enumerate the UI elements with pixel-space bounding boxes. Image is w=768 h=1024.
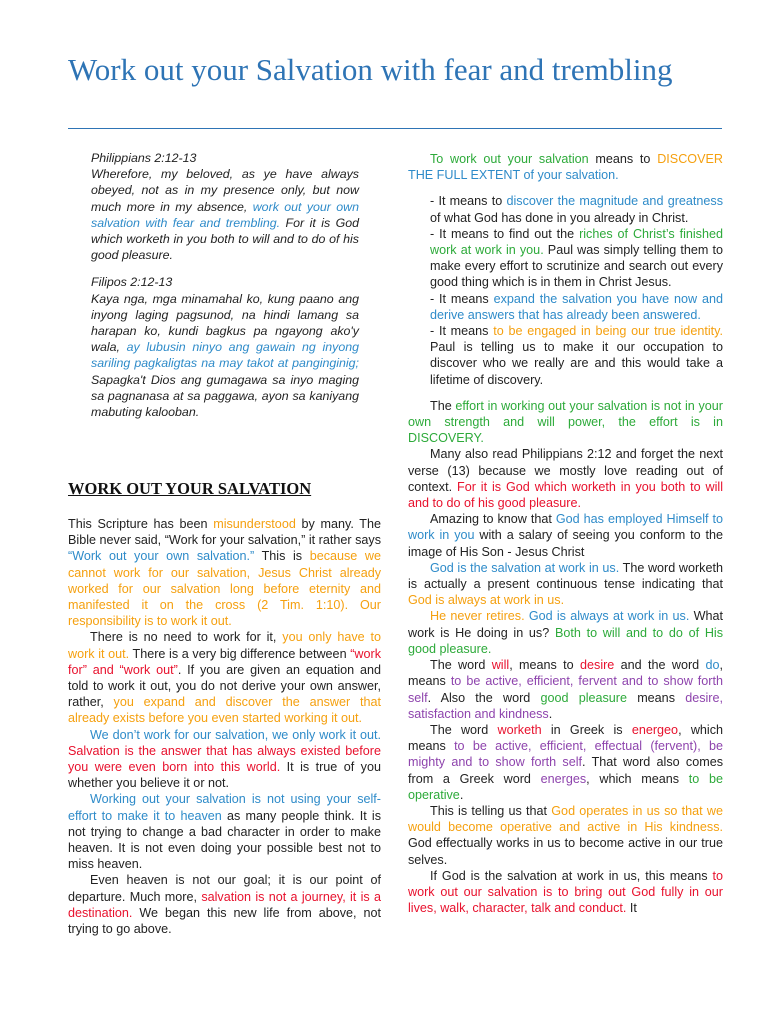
bullet-list (408, 193, 723, 387)
text-run: , means to (509, 658, 581, 673)
text-run: means (627, 690, 686, 705)
text-run: do (705, 658, 720, 673)
text-run: The word (430, 658, 492, 673)
scripture-quotes (91, 150, 359, 431)
text-run: effort in working out your salvation is not in your own strength and will power, the effort is in DISCOVERY. (408, 398, 723, 446)
text-run: Amazing to know that (430, 512, 556, 527)
text-run: . (459, 787, 464, 802)
text-run: will (491, 658, 510, 673)
text-run: Paul was simply telling them to make every effort to scrutinize and search out every good thing which is in them in Christ Jesus. (430, 243, 723, 290)
text-run: means to (588, 152, 658, 166)
text-run: . (548, 706, 553, 721)
text-run: worketh (497, 722, 542, 737)
text-run: This Scripture has been (68, 517, 214, 531)
text-run: Many also read Philippians 2:12 and forget the next verse (13) because we mostly love reading out of context. (408, 447, 723, 494)
text-run: and the word (614, 658, 706, 673)
right-paragraph-3 (408, 511, 723, 560)
quote-english (91, 150, 359, 263)
text-run: - It means to find out the (430, 226, 580, 241)
text-run: God is always at work in us. (408, 593, 565, 608)
quote-tl-a: Kaya nga, mga minamahal ko, kung paano ang inyong laging pagsunod, na hindi lamang sa harapan ko, kundi bagkus pa ngayong ako'y wala, (91, 291, 359, 355)
text-run: discover the magnitude and greatness (506, 194, 723, 209)
text-run: you expand and discover the answer that already exists before you even started working it out. (68, 695, 381, 726)
text-run: misunderstood (213, 517, 296, 531)
text-run: There is no need to work for it, (90, 630, 283, 645)
bullet-item (430, 226, 723, 291)
text-run: We don’t work for our salvation, we only work it out. (90, 727, 381, 742)
right-column (408, 151, 723, 916)
left-paragraph-2 (68, 629, 381, 726)
left-paragraph-4 (68, 791, 381, 872)
text-run: , which means (586, 771, 689, 786)
text-run: energes (540, 771, 587, 786)
text-run: to be active, efficient, effectual (fervent), be mighty and to show forth self (408, 739, 723, 770)
text-run: desire, satisfaction and kindness (408, 690, 723, 721)
text-run: Both to will and to do of His good pleasure. (408, 625, 724, 656)
text-run: This is (254, 549, 310, 564)
bullet-item (430, 291, 723, 323)
text-run: The (430, 398, 456, 413)
text-run: riches of Christ’s finished work at work in you. (430, 226, 723, 258)
text-run: - It means (430, 291, 494, 306)
text-run: . That word also comes from a Greek word (408, 755, 723, 786)
text-run: DISCOVER (657, 152, 723, 166)
text-run: because we cannot work for our salvation, Jesus Christ already worked for our salvation long before eternity and manifested it on the cross (2 Tim. 1:10). Our responsibility is to work it out. (68, 549, 381, 629)
text-run: God effectually works in us to become active in our true selves. (408, 836, 723, 867)
text-run: If God is the salvation at work in us, this means (430, 868, 713, 883)
text-run: “work for” and “work out” (68, 646, 381, 677)
text-run: Paul is telling us to make it our occupation to discover who we really are and this would take a lifetime of discovery. (430, 340, 723, 387)
text-run: - It means to (430, 194, 507, 209)
left-paragraph-3 (68, 727, 381, 792)
text-run: We began this new life from above, not trying to go above. (68, 905, 381, 937)
text-run: God has employed Himself to work in you (408, 512, 723, 543)
text-run: God is the salvation at work in us. (430, 560, 620, 575)
text-run: expand the salvation you have now and derive answers that has already been answered. (430, 291, 723, 322)
text-run: To work out your salvation (430, 152, 589, 166)
title-divider (68, 128, 722, 129)
text-run: . Also the word (427, 690, 541, 705)
right-paragraph-9 (408, 868, 723, 917)
right-paragraph-2 (408, 446, 723, 511)
bullet-item (430, 193, 723, 225)
text-run: by many. The Bible never said, “Work for your salvation,” it rather says (68, 517, 381, 548)
text-run: The word worketh is actually a present continuous tense indicating that (408, 560, 723, 592)
text-run: It (626, 901, 637, 916)
text-run: God operates in us so that we would become operative and active in His kindness. (408, 803, 723, 835)
text-run: Even heaven is not our goal; it is our point of departure. Much more, (68, 873, 381, 904)
text-run: God is always at work in us. (528, 609, 690, 624)
quote-en-a: Wherefore, my beloved, as ye have always obeyed, not as in my presence only, but now much more in my absence, (91, 167, 359, 214)
bullet-item (430, 323, 723, 388)
text-run: This is telling us that (430, 803, 552, 818)
quote-ref-tl: Filipos 2:12-13 (91, 275, 173, 290)
text-run: . If you are given an equation and told to work it out, you do not derive your own answer, rather, (68, 662, 381, 710)
text-run: to be engaged in being our true identity. (493, 324, 723, 339)
text-run: Salvation is the answer that has always existed before you were even born into this world. (68, 743, 381, 775)
quote-tagalog (91, 274, 359, 420)
text-run: to work out our salvation is to bring out God fully in our lives, walk, character, talk and conduct. (408, 868, 723, 916)
page-title: Work out your Salvation with fear and trembling (68, 52, 673, 87)
text-run: of what God has done in you already in Christ. (430, 210, 689, 225)
text-run: in Greek is (541, 722, 632, 737)
text-run: For it is God which worketh in you both to will and to do of his good pleasure. (408, 479, 724, 511)
right-paragraph-8 (408, 803, 723, 868)
text-run: The word (430, 722, 498, 737)
right-paragraph-5 (408, 608, 723, 657)
left-paragraph-1 (68, 516, 381, 629)
text-run: to be active, efficient, fervent and to show forth self (408, 674, 723, 705)
text-run: What work is He doing in us? (408, 609, 723, 640)
left-paragraph-5 (68, 872, 381, 937)
text-run: as many people think. It is not trying to change a bad character in order to make heaven. It is not even doing your possible best not to miss heaven. (68, 808, 381, 872)
section-heading: WORK OUT YOUR SALVATION (68, 479, 312, 498)
text-run: - It means (430, 324, 494, 339)
text-run: desire (580, 658, 615, 673)
text-run: with a salary of seeing you conform to the image of His Son - Jesus Christ (408, 528, 723, 559)
quote-ref-en: Philippians 2:12-13 (91, 151, 197, 165)
right-paragraph-1 (408, 398, 723, 447)
quote-tl-c: Sapagka't Dios ang gumagawa sa inyo maging sa pagnanasa at sa paggawa, ayon sa kaniyang mabuting kalooban. (91, 372, 359, 420)
text-run: you only have to work it out. (68, 630, 381, 661)
text-run: THE FULL EXTENT of your salvation. (408, 168, 619, 183)
text-run: It is true of you whether you believe it or not. (68, 760, 381, 791)
text-run: Working out your salvation is not using your self- effort to make it to heaven (68, 792, 381, 823)
text-run: “Work out your own salvation.” (68, 549, 255, 564)
right-paragraph-7 (408, 722, 723, 803)
quote-tl-b: ay lubusin ninyo ang gawain ng inyong sariling pagkaligtas na may takot at panginginig; (91, 340, 359, 371)
text-run: good pleasure (540, 690, 627, 705)
text-run: salvation is not a journey, it is a destination. (68, 889, 381, 920)
text-run: energeo (631, 722, 679, 737)
quote-en-b: work out your own salvation with fear and trembling. (91, 199, 359, 230)
text-run: to be operative (408, 771, 724, 802)
text-run: , means (408, 658, 724, 689)
left-column (68, 516, 381, 937)
text-run: , which means (408, 722, 724, 754)
right-paragraph-4 (408, 560, 723, 609)
quote-en-c: For it is God which worketh in you both to will and to do of his good pleasure. (91, 215, 359, 263)
right-intro (408, 151, 723, 183)
text-run: There is a very big difference between (129, 646, 351, 661)
text-run: He never retires. (430, 609, 525, 624)
right-paragraph-6 (408, 657, 723, 722)
